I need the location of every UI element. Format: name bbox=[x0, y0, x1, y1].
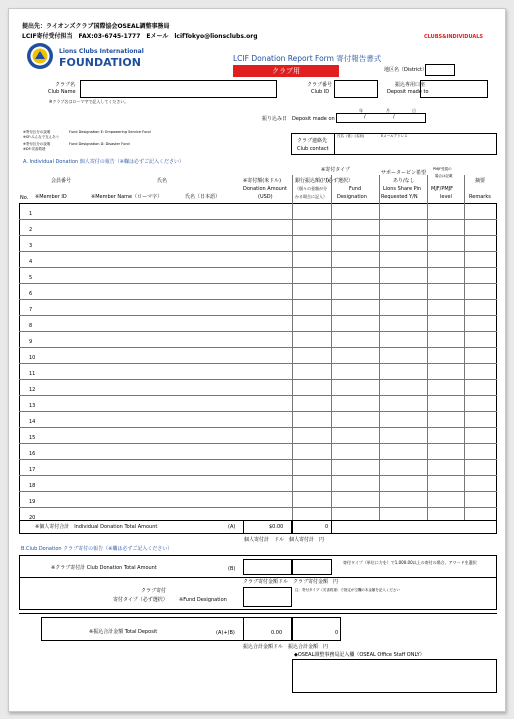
col-name-jp: 氏名 bbox=[157, 178, 168, 184]
col-type-note: （必ず選択） bbox=[323, 178, 354, 184]
date-year-label: 年 bbox=[359, 108, 363, 113]
fund-note-5: Fund Designation D: Disaster Fund bbox=[69, 142, 130, 146]
col-name-kanji: 氏名（日本語） bbox=[185, 194, 221, 200]
fund-note-3: ※SF:みんなで支えあう bbox=[23, 135, 60, 139]
total-deposit-label: ※振込合計金額 Total Deposit bbox=[89, 629, 158, 635]
table-row-line bbox=[19, 379, 497, 380]
club-id-field[interactable] bbox=[334, 80, 378, 98]
col-pin-en-2: Requested Y/N bbox=[381, 194, 418, 200]
total-deposit-marker: (A)+(B) bbox=[216, 630, 235, 636]
col-type-en-2: Designation bbox=[337, 194, 367, 200]
date-sep-2: / bbox=[393, 114, 395, 120]
club-type-note: 寄付タイプ（必ず選択） bbox=[113, 597, 168, 603]
col-pin-en-1: Lions Share Pin bbox=[383, 186, 422, 192]
section-a-title: A. Individual Donation 個人寄付の報告（※欄は必ずご記入ください） bbox=[23, 159, 184, 165]
club-banner: クラブ用 bbox=[233, 65, 339, 77]
club-total-usd-cell[interactable] bbox=[243, 559, 292, 575]
row-number: 6 bbox=[29, 291, 33, 297]
club-total-marker: (B) bbox=[228, 566, 236, 572]
col-pmjf-jp: PMJF受賞の bbox=[433, 167, 452, 171]
col-pin-note: あり/なし bbox=[393, 178, 415, 184]
club-contact-label-jp: クラブ連絡先 bbox=[297, 138, 328, 144]
row-number: 16 bbox=[29, 451, 36, 457]
fund-note-2: Fund Designation E: Empowering Service Fund bbox=[69, 130, 151, 134]
table-header-rule bbox=[19, 203, 497, 204]
club-type-label-jp: クラブ寄付 bbox=[141, 588, 167, 594]
table-row-line bbox=[19, 459, 497, 460]
col-remarks-en: Remarks bbox=[469, 194, 491, 200]
table-row-line bbox=[19, 507, 497, 508]
deposit-account-label-en: Deposit made to bbox=[387, 89, 429, 95]
award-note: 寄付タイプ（単位に力を）で1,000.00以上の寄付の場合、アワードを選択 bbox=[343, 560, 477, 565]
club-type-select[interactable] bbox=[243, 587, 292, 607]
date-month-label: 月 bbox=[386, 108, 390, 113]
club-contact-label-en: Club contact bbox=[297, 146, 329, 152]
office-label: ◆OSEAL調整事務局記入欄（OSEAL Office Staff ONLY） bbox=[294, 652, 425, 658]
club-small-note: 注：寄付タイプ（災害救援）で指定が空欄の本金額を記入ください bbox=[295, 588, 400, 592]
col-pmjf-en-2: level bbox=[440, 194, 452, 200]
col-amount-jp: ※寄付額(米ドル) bbox=[243, 178, 282, 184]
date-sep-1: / bbox=[364, 114, 366, 120]
row-number: 10 bbox=[29, 355, 36, 361]
total-deposit-yen-cell[interactable] bbox=[292, 617, 341, 641]
row-number: 18 bbox=[29, 483, 36, 489]
table-row-line bbox=[19, 491, 497, 492]
individual-total-caption: 個人寄付計 ドル 個人寄付計 円 bbox=[244, 537, 325, 543]
form-scope-label: CLUBS&INDIVIDUALS bbox=[424, 34, 484, 40]
col-pmjf-note: 場合は記載 bbox=[435, 174, 453, 178]
individual-total-label: ※個人寄付合計 Individual Donation Total Amount bbox=[35, 524, 158, 530]
col-no: No. bbox=[20, 195, 29, 201]
deposit-account-field[interactable] bbox=[420, 80, 488, 98]
row-number: 5 bbox=[29, 275, 33, 281]
row-number: 19 bbox=[29, 499, 36, 505]
club-id-label-en: Club ID bbox=[311, 89, 330, 95]
row-number: 14 bbox=[29, 419, 36, 425]
row-number: 4 bbox=[29, 259, 33, 265]
row-number: 7 bbox=[29, 307, 33, 313]
table-row-line bbox=[19, 251, 497, 252]
section-separator bbox=[19, 613, 497, 614]
total-deposit-usd-cell[interactable] bbox=[243, 617, 292, 641]
table-row-line bbox=[19, 235, 497, 236]
table-row-line bbox=[19, 475, 497, 476]
table-row-line bbox=[19, 267, 497, 268]
deposit-account-label-jp: 振込専用口座 bbox=[395, 82, 426, 88]
total-deposit-caption: 振込合計金額ドル 振込合計金額 円 bbox=[243, 644, 329, 650]
deposit-date-field[interactable] bbox=[336, 113, 426, 123]
lions-logo-icon bbox=[26, 42, 54, 70]
table-row-line bbox=[19, 443, 497, 444]
club-donation-divider bbox=[19, 577, 497, 578]
col-type-en-1: Fund bbox=[349, 186, 362, 192]
row-number: 13 bbox=[29, 403, 36, 409]
row-number: 17 bbox=[29, 467, 36, 473]
row-number: 2 bbox=[29, 227, 33, 233]
total-deposit-usd: 0.00 bbox=[271, 630, 283, 636]
individual-total-marker: (A) bbox=[228, 524, 236, 530]
row-number: 12 bbox=[29, 387, 36, 393]
table-row-line bbox=[19, 395, 497, 396]
row-number: 1 bbox=[29, 211, 33, 217]
section-b-title: B.Club Donation クラブ寄付の報告（※欄は必ずご記入ください） bbox=[21, 546, 173, 552]
col-member-en: ※Member ID bbox=[35, 194, 67, 200]
district-label: 地区名（District） bbox=[384, 67, 427, 73]
club-name-label-jp: クラブ名 bbox=[55, 82, 76, 88]
table-row-line bbox=[19, 299, 497, 300]
row-number: 3 bbox=[29, 243, 33, 249]
table-row-line bbox=[19, 427, 497, 428]
col-pmjf-en-1: MJF/PMJF bbox=[431, 186, 454, 192]
club-name-label-en: Club Name bbox=[48, 89, 76, 95]
col-yen-jp: 銀行振込額(円) bbox=[295, 178, 329, 184]
table-row-line bbox=[19, 331, 497, 332]
table-row-line bbox=[19, 315, 497, 316]
individual-total-usd: $0.00 bbox=[269, 524, 284, 530]
col-name-en: ※Member Name（ローマ字） bbox=[91, 194, 163, 200]
contact-email-label: Eメールアドレス bbox=[381, 134, 408, 138]
table-row-line bbox=[19, 363, 497, 364]
total-deposit-yen: 0 bbox=[335, 630, 339, 636]
table-row-line bbox=[19, 347, 497, 348]
contact-line: LCIF寄付受付担当 FAX:03-6745-1777 Eメール lcifTokyo@lionsclubs.org bbox=[22, 33, 258, 40]
col-pin-jp: サポーターピン希望 bbox=[381, 170, 427, 176]
district-field[interactable] bbox=[425, 64, 455, 76]
row-number: 11 bbox=[29, 371, 36, 377]
table-row-line bbox=[19, 411, 497, 412]
col-amount-unit: (USD) bbox=[258, 194, 273, 200]
fund-note-4: ※寄付区分の説明 bbox=[23, 142, 51, 146]
row-number: 20 bbox=[29, 515, 36, 521]
col-member-jp: 会員番号 bbox=[51, 178, 72, 184]
logo-text-1: Lions Clubs International bbox=[59, 48, 144, 55]
club-contact-field[interactable] bbox=[336, 141, 495, 153]
club-name-field[interactable] bbox=[80, 80, 277, 98]
date-day-label: 日 bbox=[412, 108, 416, 113]
club-type-label-en: ※Fund Designation bbox=[179, 597, 227, 603]
submit-to-line: 提出先：ライオンズクラブ国際協会OSEAL調整事務局 bbox=[22, 23, 170, 30]
table-row-line bbox=[19, 219, 497, 220]
row-number: 9 bbox=[29, 339, 33, 345]
logo-text-2: FOUNDATION bbox=[59, 56, 141, 69]
fund-note-1: ※寄付区分の説明 bbox=[23, 130, 51, 134]
office-box[interactable] bbox=[292, 659, 497, 693]
row-number: 15 bbox=[29, 435, 36, 441]
col-remarks-jp: 摘要 bbox=[475, 178, 486, 184]
table-row-line bbox=[19, 283, 497, 284]
contact-divider bbox=[334, 133, 335, 155]
row-number: 8 bbox=[29, 323, 33, 329]
col-amount-en: Donation Amount bbox=[243, 186, 287, 192]
individual-total-usd-cell[interactable] bbox=[243, 520, 292, 534]
deposit-date-label: 振り込み日 Deposit made on bbox=[262, 116, 335, 122]
club-name-note: ※クラブ名はローマ字で記入してください。 bbox=[49, 99, 129, 104]
col-yen-note-2: かる場合に記入） bbox=[295, 194, 327, 199]
fund-note-6: ※DF:災害救援 bbox=[23, 147, 46, 151]
club-id-label-jp: クラブ番号 bbox=[307, 82, 333, 88]
contact-name-label: 氏名（姓）(名前) bbox=[337, 134, 365, 138]
col-type-jp: ※寄付タイプ bbox=[321, 167, 350, 173]
col-yen-note-1: （個々の金額が分 bbox=[295, 186, 327, 191]
individual-total-yen: 0 bbox=[325, 524, 329, 530]
form-title: LCIF Donation Report Form 寄付報告書式 bbox=[233, 54, 382, 63]
club-total-label: ※クラブ寄付計 Club Donation Total Amount bbox=[51, 565, 157, 571]
club-total-caption: クラブ寄付金額ドル クラブ寄付金額 円 bbox=[243, 579, 339, 585]
report-form-sheet bbox=[8, 8, 506, 712]
club-total-yen-cell[interactable] bbox=[292, 559, 332, 575]
